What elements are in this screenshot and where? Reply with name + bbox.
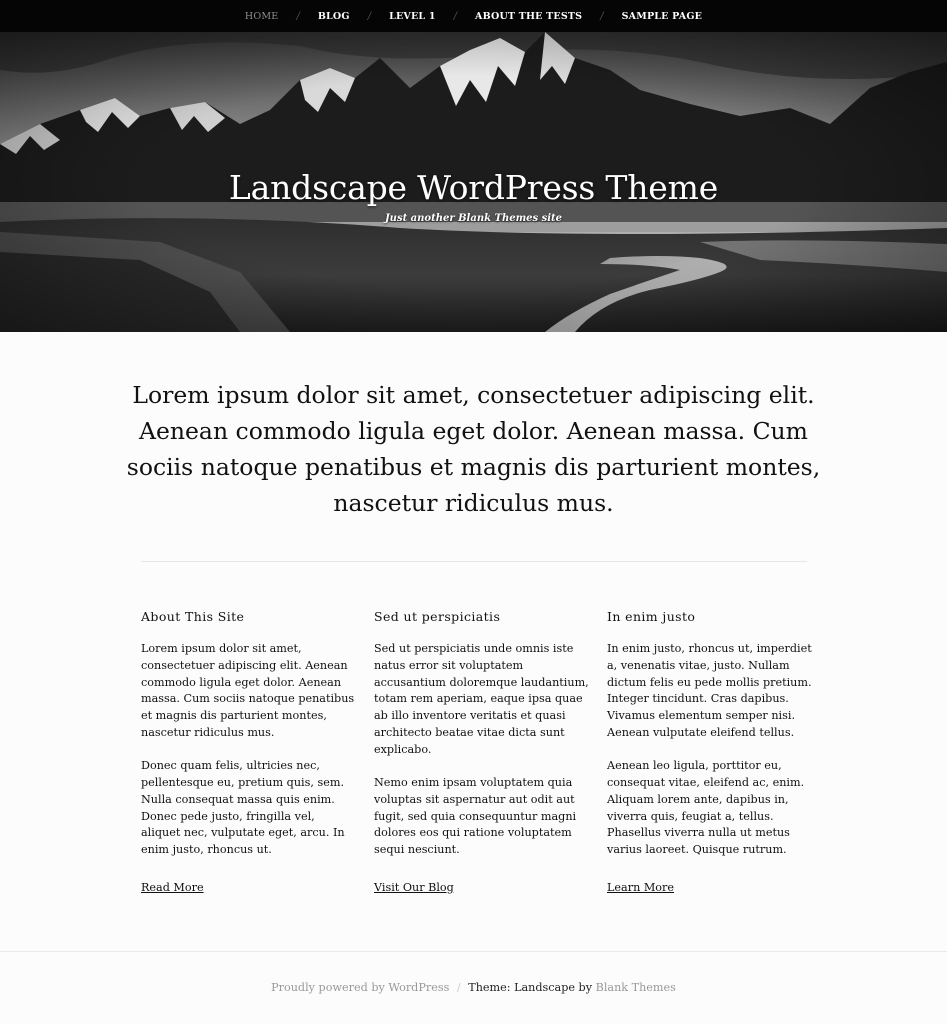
nav-item-sample-page (604, 11, 721, 22)
site-header (0, 32, 947, 332)
column-heading: Sed ut perspiciatis (374, 609, 501, 624)
nav-link-home[interactable]: HOME (244, 10, 279, 22)
nav-separator: / (296, 10, 300, 22)
nav-link-level-1[interactable]: LEVEL 1 (389, 10, 436, 22)
powered-by-link[interactable]: Proudly powered by WordPress (271, 981, 450, 994)
footer-separator: / (456, 981, 461, 994)
read-more-link[interactable]: Read More (141, 880, 204, 894)
header-text (0, 168, 947, 224)
column-paragraph: Sed ut perspiciatis unde omnis iste natus error sit voluptatem accusantium doloremque laudantium, totam rem aperiam, eaque ipsa quae ab illo inventore veritatis et quasi architecto beatae vitae dicta sunt explicabo. (374, 642, 589, 756)
column-paragraph: Aenean leo ligula, porttitor eu, consequat vitae, eleifend ac, enim. Aliquam lorem ante, dapibus in, viverra quis, feugiat a, tellus. Phasellus viverra nulla ut metus varius laoreet. Quisque rutrum. (607, 759, 805, 857)
nav-menu (227, 11, 720, 22)
top-navigation (0, 0, 947, 32)
footer-divider (0, 951, 947, 952)
nav-item-about-the-tests (457, 11, 604, 22)
nav-link-sample-page[interactable]: SAMPLE PAGE (621, 10, 703, 22)
content-divider (141, 561, 807, 562)
column-heading: About This Site (141, 609, 245, 624)
intro-text: Lorem ipsum dolor sit amet, consectetuer adipiscing elit. Aenean commodo ligula eget dolor. Aenean massa. Cum sociis natoque penatibus et magnis dis parturient montes, nascetur ridiculus mus. (126, 381, 821, 517)
nav-item-level-1 (371, 11, 457, 22)
column-paragraph: Nemo enim ipsam voluptatem quia voluptas sit aspernatur aut odit aut fugit, sed quia consequuntur magni dolores eos qui ratione voluptatem sequi nesciunt. (374, 776, 577, 857)
nav-separator: / (600, 10, 604, 22)
column-paragraph: In enim justo, rhoncus ut, imperdiet a, venenatis vitae, justo. Nullam dictum felis eu pede mollis pretium. Integer tincidunt. Cras dapibus. Vivamus elementum semper nisi. Aenean vulputate eleifend tellus. (607, 642, 812, 739)
learn-more-link[interactable]: Learn More (607, 880, 674, 894)
column-paragraph: Lorem ipsum dolor sit amet, consectetuer adipiscing elit. Aenean commodo ligula eget dolor. Aenean massa. Cum sociis natoque penatibus et magnis dis parturient montes, nascetur ridiculus mus. (141, 642, 355, 739)
column-sed-ut-perspiciatis (374, 609, 589, 895)
theme-author-link[interactable]: Blank Themes (595, 981, 676, 994)
column-paragraph: Donec quam felis, ultricies nec, pellentesque eu, pretium quis, sem. Nulla consequat massa quis enim. Donec pede justo, fringilla vel, aliquet nec, vulputate eget, arcu. In enim justo, rhoncus ut. (141, 759, 345, 857)
column-heading: In enim justo (607, 609, 696, 624)
column-about-this-site (141, 609, 356, 895)
nav-item-home (227, 11, 300, 22)
site-title[interactable]: Landscape WordPress Theme (228, 168, 719, 207)
column-in-enim-justo (607, 609, 822, 895)
nav-item-blog (300, 11, 371, 22)
visit-our-blog-link[interactable]: Visit Our Blog (374, 880, 454, 894)
theme-credit-text: Theme: Landscape by (468, 981, 593, 994)
site-tagline: Just another Blank Themes site (384, 213, 563, 224)
nav-separator: / (367, 10, 372, 22)
nav-separator: / (453, 10, 457, 22)
nav-link-blog[interactable]: BLOG (317, 10, 350, 22)
site-footer (0, 981, 947, 994)
nav-link-about-the-tests[interactable]: ABOUT THE TESTS (475, 10, 583, 22)
